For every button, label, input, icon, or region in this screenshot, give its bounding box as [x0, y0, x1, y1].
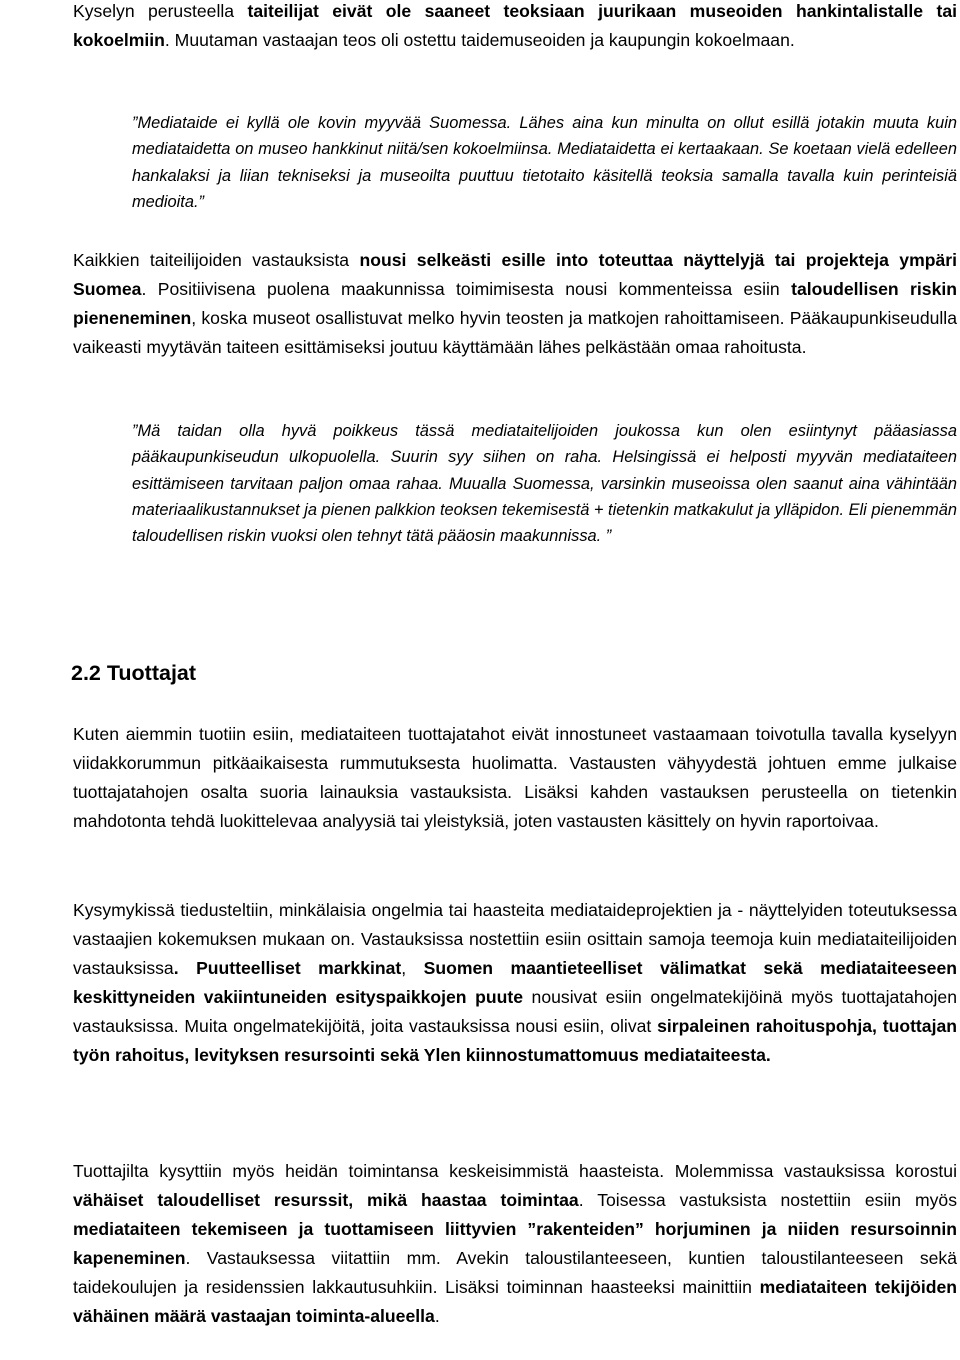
quote-media-art-not-sellable: ”Mediataide ei kyllä ole kovin myyvää Suomessa. Lähes aina kun minulta on ollut esillä jotakin muuta kuin mediataidetta on museo hankkinut niitä/sen kokoelmiinsa. Mediataidetta ei kertaakaan. Se koetaan vielä edelleen hankalaksi ja liian tekniseksi ja museoilta puuttuu tietotaito käsitellä teoksia samalla tavalla kuin perinteisiä medioita.” — [132, 114, 957, 211]
bold-run: taiteilijat eivät ole saaneet teoksiaan juurikaan museoiden hankintalistalle tai kokoelmiin — [73, 1, 957, 50]
paragraph-producers-challenges — [73, 1157, 957, 1331]
text-run: Kaikkien taiteilijoiden vastauksista — [73, 250, 360, 270]
bold-run: mediataiteen tekijöiden vähäinen määrä vastaajan toiminta-alueella — [73, 1277, 958, 1326]
text-run: . Positiivisena puolena maakunnissa toimimisesta nousi kommenteissa esiin — [141, 279, 792, 299]
text-run: . Toisessa vastuksista nostettiin esiin myös — [578, 1190, 957, 1210]
bold-run: mediataiteen tekemiseen ja tuottamiseen liittyvien ”rakenteiden” horjuminen ja niiden resursoinnin kapeneminen — [73, 1219, 957, 1268]
paragraph-producers-intro: Kuten aiemmin tuotiin esiin, mediataiteen tuottajatahot eivät innostuneet vastaamaan toivotulla tavalla kyselyyn viidakkorummun pitkäaikaisesta rummutuksesta huolimatta. Vastausten vähyydestä johtuen emme julkaise tuottajatahojen osalta suoria lainauksia vastauksista. Lisäksi kahden vastauksen perusteella on tietenkin mahdotonta tehdä luokittelevaa analyysiä tai yleistyksiä, joten vastausten käsittely on hyvin raportoivaa. — [73, 724, 957, 831]
text-run: , koska museot osallistuvat melko hyvin teosten ja matkojen rahoittamiseen. Pääkaupunkiseudulla vaikeasti myytävän taiteen esittämiseksi joutuu käyttämään lähes pelkästään omaa rahoitusta. — [73, 308, 957, 357]
text-run: nousivat esiin ongelmatekijöinä myös tuottajatahojen vastauksissa. Muita ongelmatekijöitä, joita vastauksissa nousi esiin, olivat — [73, 987, 957, 1036]
paragraph-producers-problems — [73, 896, 957, 1070]
bold-run: . Puutteelliset markkinat — [173, 958, 402, 978]
bold-run: nousi selkeästi esille into toteuttaa näyttelyjä tai projekteja ympäri Suomea — [73, 250, 957, 299]
text-run: Tuottajilta kysyttiin myös heidän toimintansa keskeisimmistä haasteista. Molemmissa vastauksissa korostui — [73, 1161, 957, 1181]
text-run: , — [401, 958, 424, 978]
text-run: . — [434, 1306, 440, 1326]
bold-run: Suomen maantieteelliset välimatkat sekä mediataiteeseen keskittyneiden vakiintuneiden esityspaikkojen puute — [73, 958, 957, 1007]
bold-run: taloudellisen riskin pieneneminen — [73, 279, 957, 328]
paragraph-artists-collections — [73, 0, 957, 55]
section-heading: 2.2 Tuottajat — [71, 661, 197, 685]
text-run: . Vastauksessa viitattiin mm. Avekin taloustilanteeseen, kuntien taloustilanteeseen sekä taidekoulujen ja residenssien lakkautusuhkiin. Lisäksi toiminnan haasteeksi mainittiin — [73, 1248, 957, 1297]
text-run: Kyselyn perusteella — [73, 1, 248, 21]
text-run: Kysymykissä tiedusteltiin, minkälaisia ongelmia tai haasteita mediataideprojektien ja - näyttelyiden toteutuksessa vastaajien kokemuksen mukaan on. Vastauksissa nostettiin esiin osittain samoja teemoja kuin mediataiteilijoiden vastauksissa — [73, 900, 957, 978]
text-run: . Muutaman vastaajan teos oli ostettu taidemuseoiden ja kaupungin kokoelmaan. — [164, 30, 795, 50]
paragraph-artists-exhibitions — [73, 246, 957, 362]
bold-run: sirpaleinen rahoituspohja, tuottajan työn rahoitus, levityksen resursointi sekä Ylen kiinnostumattomuus mediataiteesta. — [73, 1016, 957, 1065]
quote-outside-capital-region: ”Mä taidan olla hyvä poikkeus tässä mediataitelijoiden joukossa kun olen esiintynyt pääasiassa pääkaupunkiseudun ulkopuolella. Suurin syy siihen on raha. Helsingissä ei helposti myyvän mediataiteen esittämiseen tarvitaan paljon omaa rahaa. Muualla Suomessa, varsinkin museoissa olen saanut aina vähintään materiaalikustannukset ja pienen palkkion teoksen tekemisestä + tietenkin matkakulut ja ylläpidon. Eli pienemmän taloudellisen riskin vuoksi olen tehnyt tätä pääosin maakunnissa. ” — [132, 422, 957, 546]
bold-run: vähäiset taloudelliset resurssit, mikä haastaa toimintaa — [73, 1190, 579, 1210]
